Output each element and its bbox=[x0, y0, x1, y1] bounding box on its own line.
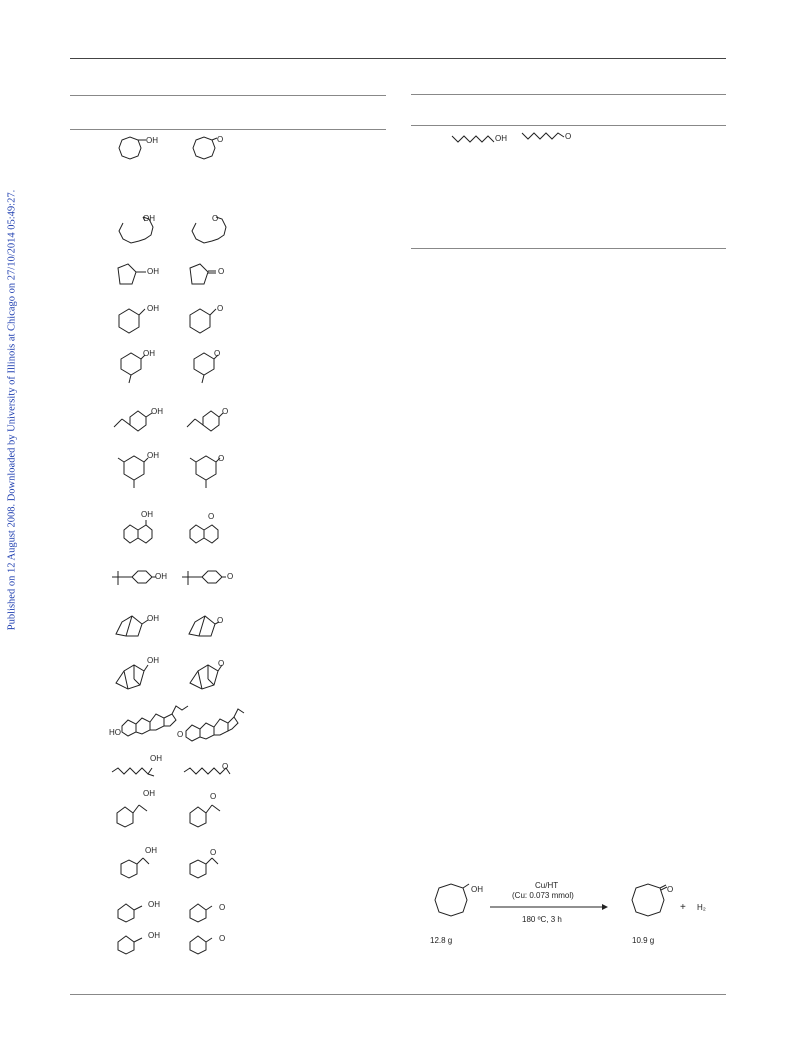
carbonyl-label: O bbox=[212, 214, 219, 223]
scheme-carbonyl-label: O bbox=[667, 885, 674, 894]
hydroxyl-label: OH bbox=[495, 134, 507, 143]
cyclooctanol-structure bbox=[112, 135, 172, 175]
carbonyl-label: O bbox=[218, 659, 225, 668]
hydroxyl-label: OH bbox=[141, 510, 153, 519]
carbonyl-label: O bbox=[217, 304, 224, 313]
pyridylethanol-structure bbox=[117, 850, 167, 886]
table-bottom-rule-right bbox=[411, 248, 726, 249]
table-top-rule-left bbox=[70, 95, 386, 96]
carbonyl-label: O bbox=[217, 616, 224, 625]
scheme-cyclooctanol-structure bbox=[425, 880, 495, 935]
scheme-hydroxyl-label: OH bbox=[471, 885, 483, 894]
methylcyclohexanone-structure bbox=[188, 347, 238, 387]
cyclohexanone-structure bbox=[186, 303, 236, 339]
carbonyl-label: O bbox=[222, 407, 229, 416]
reactant-mass: 12.8 g bbox=[430, 936, 453, 945]
methylcyclohexanol-structure bbox=[115, 347, 165, 387]
hydroxyl-label: OH bbox=[146, 136, 158, 145]
table-top-rule-right bbox=[411, 94, 726, 95]
hydroxyl-label: OH bbox=[143, 789, 155, 798]
carbonyl-label: O bbox=[214, 349, 221, 358]
carbonyl-label: O bbox=[208, 512, 215, 521]
benzaldehyde-structure bbox=[186, 898, 236, 928]
carbonyl-label: O bbox=[222, 762, 229, 771]
carbonyl-label: O bbox=[177, 730, 184, 739]
hydroxyl-label: OH bbox=[150, 754, 162, 763]
adamantanone-structure bbox=[186, 655, 236, 695]
table-header-rule-left bbox=[70, 129, 386, 130]
dimethylcyclohexanone-structure bbox=[186, 450, 236, 490]
cyclooctanone-structure bbox=[186, 135, 236, 175]
hydroxyl-label: OH bbox=[147, 614, 159, 623]
cyclododecanol-structure bbox=[115, 213, 165, 253]
cyclopentanone-structure bbox=[186, 262, 236, 292]
norcamphor-structure bbox=[185, 610, 235, 640]
hydroxyl-label: OH bbox=[147, 304, 159, 313]
plus-sign: + bbox=[680, 902, 686, 913]
hydroxyl-label: OH bbox=[145, 846, 157, 855]
reaction-arrow bbox=[490, 902, 610, 912]
carbonyl-label: O bbox=[219, 903, 226, 912]
footer-rule bbox=[70, 994, 726, 995]
carbonyl-label: O bbox=[227, 572, 234, 581]
hydroxyl-label: OH bbox=[147, 656, 159, 665]
phenylethanol-structure bbox=[113, 795, 163, 835]
acetophenone-structure bbox=[186, 792, 236, 835]
hydroxyl-label: OH bbox=[148, 931, 160, 940]
header-rule bbox=[70, 58, 726, 59]
carbonyl-label: O bbox=[219, 934, 226, 943]
octanone-structure bbox=[182, 758, 242, 782]
download-notice[interactable]: Published on 12 August 2008. Downloaded by University of Illinois at Chicago on 27/10/2014 05:49:27. bbox=[6, 189, 18, 631]
carbonyl-label: O bbox=[217, 135, 224, 144]
ethylcyclohexanone-structure bbox=[183, 405, 243, 437]
carbonyl-label: O bbox=[565, 132, 572, 141]
carbonyl-label: O bbox=[210, 848, 217, 857]
hydroxyl-label: OH bbox=[147, 267, 159, 276]
cholestenone-structure bbox=[182, 705, 252, 745]
download-sidebar bbox=[0, 0, 24, 1039]
product-mass: 10.9 g bbox=[632, 936, 655, 945]
hydroxyl-label: OH bbox=[155, 572, 167, 581]
hydroxyl-label: OH bbox=[151, 407, 163, 416]
carbonyl-label: O bbox=[210, 792, 217, 801]
hydroxyl-label: OH bbox=[143, 349, 155, 358]
catalyst-amount: (Cu: 0.073 mmol) bbox=[512, 891, 574, 900]
reaction-conditions: 180 ºC, 3 h bbox=[522, 915, 562, 924]
hydroxyl-label: OH bbox=[143, 214, 155, 223]
catalyst-label: Cu/HT bbox=[535, 881, 559, 890]
carbonyl-label: O bbox=[218, 454, 225, 463]
carbonyl-label: O bbox=[218, 267, 225, 276]
hydroxyl-prefix-label: HO bbox=[109, 728, 121, 737]
hydrogen-byproduct: H₂ bbox=[697, 903, 706, 912]
benzaldehyde-structure bbox=[186, 930, 236, 960]
hydroxyl-label: OH bbox=[148, 900, 160, 909]
hydroxyl-label: OH bbox=[147, 451, 159, 460]
